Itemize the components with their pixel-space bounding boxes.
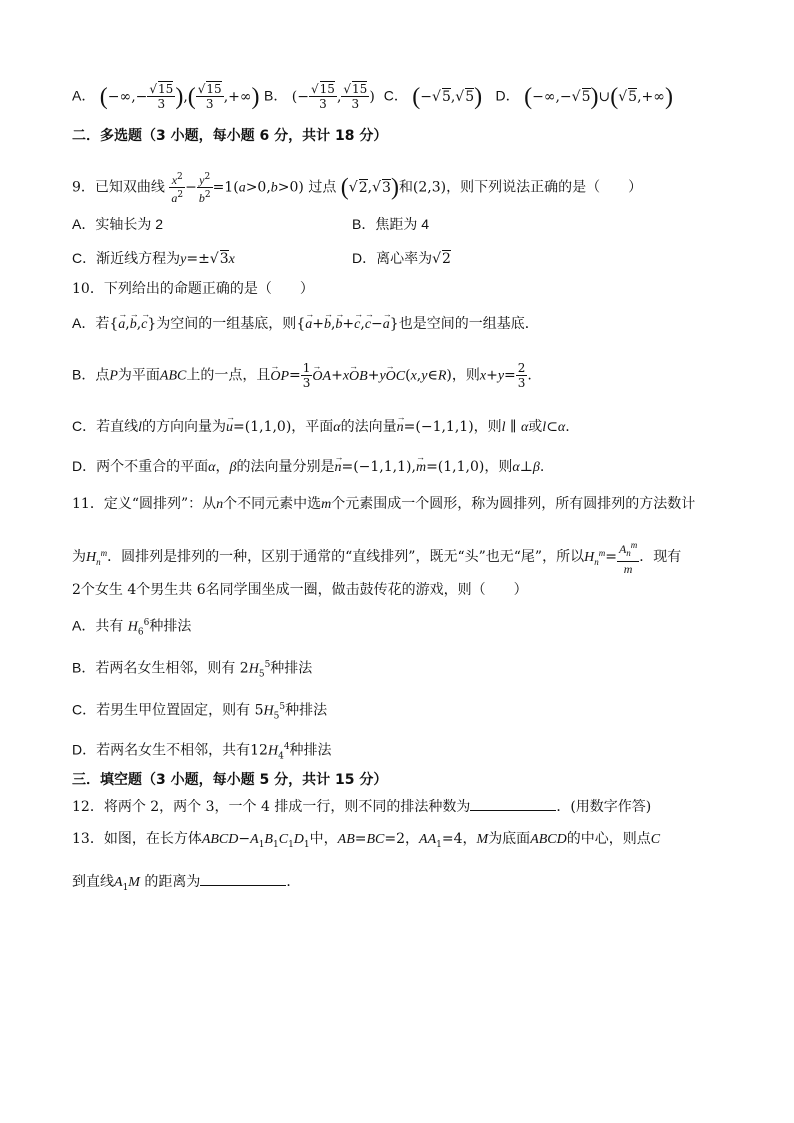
q12-pre: 12．将两个 2，两个 3，一个 4 排成一行，则不同的排法种数为 <box>72 799 471 815</box>
q10-c-mid: 的方向向量为 <box>142 419 227 435</box>
q11-option-b: B．若两名女生相邻，则有 $2H_5^5$种排法 <box>72 659 313 680</box>
q10-stem: 10．下列给出的命题正确的是（ ） <box>72 281 314 297</box>
q13-line-2: 到直线$A_1M$ 的距离为 ． <box>72 871 734 898</box>
q13-mid5: 的中心，则点 <box>566 831 651 847</box>
q10-b-mid2: 上的一点，且 <box>186 367 271 384</box>
q8-option-c-label: C． <box>383 87 408 104</box>
q9-option-d: D．离心率为 <box>352 250 433 266</box>
q11-a-pre: A．共有 <box>72 617 124 634</box>
q11-line-2: 为$H_n^m$．圆排列是排列的一种，区别于通常的“直线排列”，既无“头”也无“尾”，所以$H_n^m=$ $\frac{A_n^m}{m}$ ．现有 <box>72 540 682 577</box>
q11-line1b: 个不同元素中选 <box>223 496 322 512</box>
q11-c-pre: C．若男生甲位置固定，则有 <box>72 701 251 718</box>
q13-pre: 13．如图，在长方体 <box>72 831 202 847</box>
q10-b-mid: 为平面 <box>117 367 160 384</box>
q10-d-pre: D．两个不重合的平面 <box>72 458 209 474</box>
q11-a-end: 种排法 <box>149 618 192 635</box>
q10-option-a: A．若{→ a,→ b,→ c}为空间的一组基底，则{→ a+→ b,→ b+→ c,→ c−→ a}也是空间的一组基底． <box>72 313 734 335</box>
q9-stem-end: ，则下列说法正确的是（ ） <box>446 179 643 196</box>
q10-a-pre: A．若 <box>72 315 110 331</box>
q10-c-end: 或 <box>528 419 543 435</box>
q11-option-c: C．若男生甲位置固定，则有 $5H_5^5$种排法 <box>72 701 328 722</box>
q10-d-mid3: ，则 <box>484 459 513 475</box>
q10-c-mid3: 的法向量 <box>340 419 397 435</box>
q9-option-b: B．焦距为 4 <box>352 216 430 232</box>
q10-c-mid2: ，平面 <box>291 419 334 435</box>
q13-line2-end: ． <box>286 874 301 890</box>
q9-options-cd: C．渐近线方程为y=±√3x D．离心率为√2 <box>72 250 451 267</box>
q11-b-end: 种排法 <box>270 660 313 677</box>
q11-line1a: 11．定义“圆排列”：从 <box>72 496 217 512</box>
q8-option-d: (−∞,−√5)∪(√5,+∞) <box>524 83 673 110</box>
q10-b-mid3: ，则 <box>451 367 480 384</box>
q10-c-mid4: ，则 <box>473 419 502 435</box>
q12-end: ．(用数字作答) <box>556 799 652 815</box>
q11-b-pre: B．若两名女生相邻，则有 <box>72 659 236 676</box>
q9-option-d-wrap: D．离心率为√2 <box>352 250 451 267</box>
q9-stem-prefix: 9．已知双曲线 <box>72 179 165 196</box>
q11-line2b: ．圆排列是排列的一种，区别于通常的“直线排列”，既无“头”也无“尾”，所以 <box>107 549 585 566</box>
q12-answer-blank[interactable] <box>470 796 556 811</box>
q9-option-c: C．渐近线方程为 <box>72 250 181 266</box>
q13-mid2: ， <box>405 831 420 847</box>
q8-option-b-label: B． <box>264 87 288 104</box>
q13-answer-blank[interactable] <box>200 871 286 886</box>
q11-line2c: ．现有 <box>639 549 682 566</box>
q8-options-row <box>72 82 734 111</box>
q8-option-a: (−∞,− $\frac{√15}{3}$ ),( $\frac{√15}{3}$ ,+∞) <box>99 82 260 111</box>
q13-line-1: 13．如图，在长方体$ABCD-A_1B_1C_1D_1$中，AB=BC=2，$AA_1=4$，M为底面ABCD的中心，则点C <box>72 831 661 850</box>
q9-option-a: A．实轴长为 2 <box>72 216 164 232</box>
section-2-title: 二．多选题（3 小题，每小题 6 分，共计 18 分） <box>72 128 388 144</box>
q10-b-pre: B．点 <box>72 366 110 383</box>
q11-line-3: 2个女生 4个男生共 6名同学围坐成一圈，做击鼓传花的游戏，则（ ） <box>72 582 528 598</box>
q10-d-mid: ， <box>215 459 230 475</box>
q11-option-d: D．若两名女生不相邻，共有$12H_4^4$种排法 <box>72 741 332 762</box>
q13-line2-pre: 到直线 <box>72 874 114 890</box>
q10-c-pre: C．若直线 <box>72 418 139 434</box>
q8-option-c: (−√5,√5) <box>412 83 483 110</box>
q11-line2a: 为 <box>72 549 86 566</box>
q10-option-b: B．点P为平面ABC上的一点，且→ OP= $\frac{1}{3}$ → OA+x→ OB+y→ OC(x,y∈R)，则x+y= $\frac{2}{3}$ . <box>72 361 734 390</box>
q10-option-c: C．若直线l的方向向量为→ u=(1,1,0)，平面α的法向量→ n=(−1,1,1)，则l ∥ α或l⊂α. <box>72 416 734 438</box>
q13-mid4: 为底面 <box>488 831 531 847</box>
q13-line2-mid: 的距离为 <box>144 874 201 890</box>
q11-line-1: 11．定义“圆排列”：从n个不同元素中选m个元素围成一个圆形，称为圆排列，所有圆排列的方法数计 <box>72 496 696 512</box>
q11-line1c: 个元素围成一个圆形，称为圆排列，所有圆排列的方法数计 <box>331 496 696 512</box>
q9-stem: 9．已知双曲线 $\frac{x^2}{a^2}$ − $\frac{y^2}{b^2}$ =1(a>0,b>0) 过点 (√2,√3)和(2,3)，则下列说法正确的是（ ） <box>72 172 643 205</box>
q8-option-a-label: A． <box>72 87 96 104</box>
q11-option-a: A．共有 $H_6^6$种排法 <box>72 617 192 638</box>
q10-a-end: 也是空间的一组基底． <box>398 316 539 332</box>
q9-options-ab <box>72 214 734 235</box>
q10-a-mid: 为空间的一组基底，则 <box>156 316 297 332</box>
q11-c-end: 种排法 <box>285 702 328 719</box>
q8-option-d-label: D． <box>495 87 520 104</box>
q13-mid3: ， <box>462 831 477 847</box>
q11-d-pre: D．若两名女生不相邻，共有 <box>72 741 251 758</box>
q10-option-d: D．两个不重合的平面α，β的法向量分别是→ n=(−1,1,1),→ m=(1,1,0)，则α⊥β. <box>72 456 734 478</box>
section-3-title: 三．填空题（3 小题，每小题 5 分，共计 15 分） <box>72 772 388 788</box>
q13-mid1: 中， <box>309 831 338 847</box>
q9-stem-mid: 过点 <box>308 179 337 196</box>
q12 <box>72 796 734 817</box>
q11-d-end: 种排法 <box>289 742 332 759</box>
q10-d-mid2: 的法向量分别是 <box>236 459 335 475</box>
q8-option-b: (− $\frac{√15}{3}$ , $\frac{√15}{3}$ ) <box>291 82 380 111</box>
